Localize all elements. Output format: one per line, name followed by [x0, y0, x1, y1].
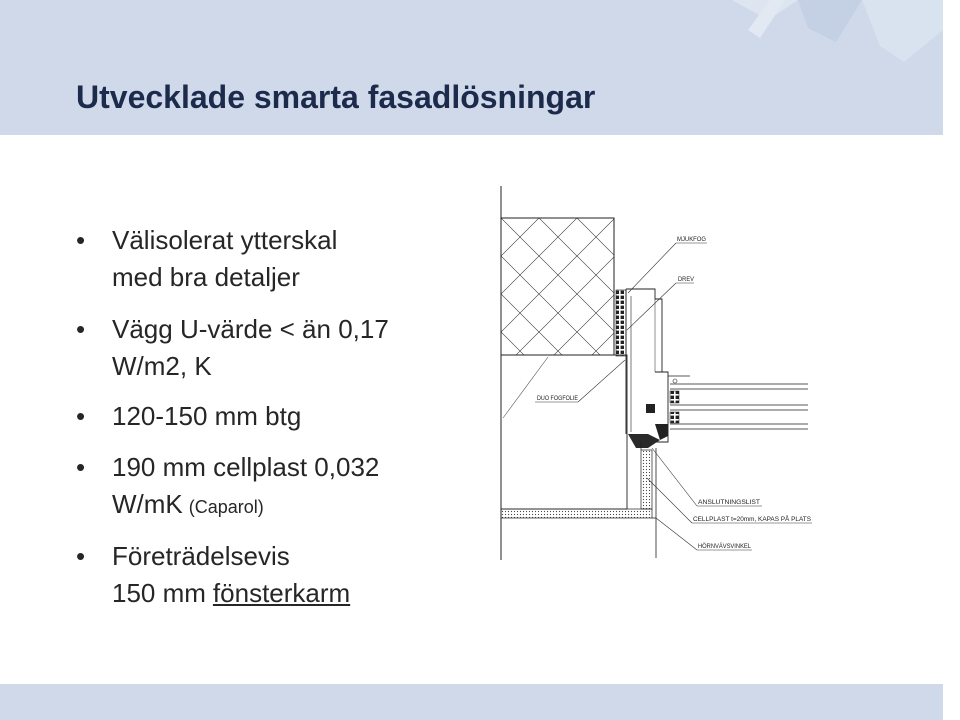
label-anslutningslist: ANSLUTNINGSLIST — [698, 499, 761, 506]
bullet-item — [76, 398, 452, 435]
header-stripe — [798, 0, 862, 42]
bullet-line-text: 150 mm — [112, 578, 206, 608]
bullet-line — [112, 486, 452, 526]
cellplast-bottom-strip — [501, 509, 652, 518]
label-duo-fogfolie: DUO FOGFOLIE — [537, 395, 579, 402]
bullet-dot: • — [76, 452, 86, 482]
leader-line — [656, 518, 697, 550]
bullet-item — [76, 311, 452, 385]
leader-line — [628, 243, 676, 293]
leader-line — [647, 478, 692, 523]
facade-detail-drawing — [488, 180, 818, 565]
glazing-spacer — [670, 391, 679, 403]
glazing-spacer — [670, 412, 679, 423]
cellplast-vertical-strip — [641, 450, 652, 509]
bullet-line: W/m2, K — [112, 351, 212, 381]
label-mjukfog: MJUKFOG — [677, 236, 706, 243]
bullet-line-text: W/mK — [112, 489, 183, 519]
label-hornvavsvinkel: HÖRNVÄVSVINKEL — [698, 543, 758, 550]
label-drev: DREV — [678, 276, 695, 283]
bullet-line: Företrädelsevis — [112, 541, 290, 571]
bullet-line: 190 mm cellplast 0,032 — [112, 452, 380, 482]
bullet-dot: • — [76, 541, 86, 571]
leader-line — [652, 448, 697, 506]
glazing-seal — [673, 379, 677, 383]
bullet-line: Välisolerat ytterskal — [112, 225, 338, 255]
masonry-block — [501, 218, 614, 355]
footer-band — [0, 684, 943, 720]
leader-line — [627, 283, 676, 330]
underlined-term: fönsterkarm — [212, 578, 351, 608]
bullet-line: Vägg U-värde < än 0,17 — [112, 314, 389, 344]
slide-title: Utvecklade smarta fasadlösningar — [76, 79, 596, 115]
bullet-item — [76, 538, 452, 612]
bullet-line: 120-150 mm btg — [112, 401, 302, 431]
header-band — [0, 0, 943, 135]
label-cellplast: CELLPLAST t=20mm, KAPAS PÅ PLATS — [693, 516, 813, 523]
lower-wall-block — [501, 355, 627, 509]
bullet-line-note: (Caparol) — [188, 497, 264, 517]
bullet-dot: • — [76, 401, 86, 431]
bullet-dot: • — [76, 314, 86, 344]
bullet-dot: • — [76, 225, 86, 255]
bullet-item — [76, 222, 452, 296]
leader-line — [578, 360, 625, 402]
lower-block-diagonal — [503, 357, 548, 418]
window-hardware — [646, 404, 655, 413]
bullet-line — [112, 575, 452, 612]
bullet-line: med bra detaljer — [112, 262, 300, 292]
drev-foam-strip — [616, 290, 626, 356]
connection-strip — [628, 434, 660, 448]
window-drip — [655, 424, 668, 440]
bullet-item — [76, 449, 452, 526]
header-stripe — [862, 0, 943, 62]
